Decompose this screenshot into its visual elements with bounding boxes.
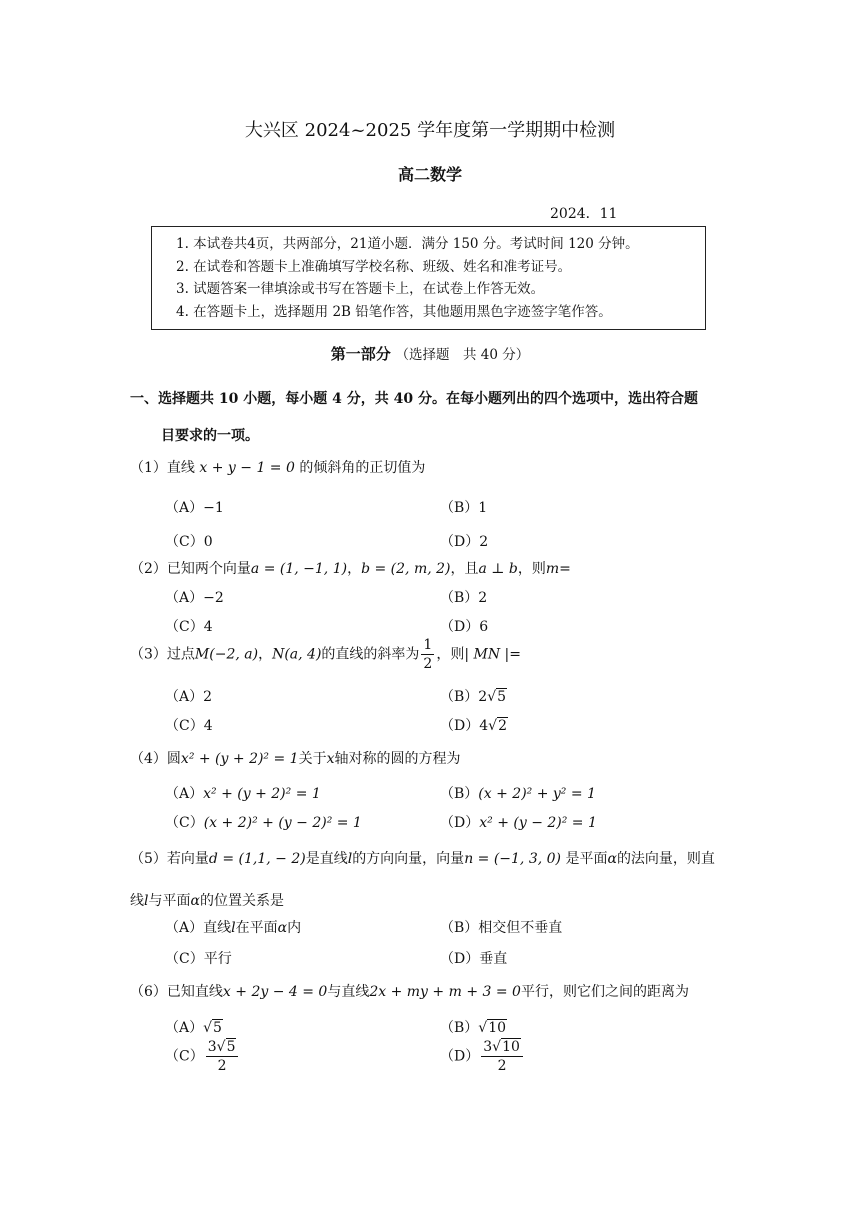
exam-subject: 高二数学 bbox=[397, 165, 462, 184]
q5-option-c: （C）平行 bbox=[165, 951, 232, 967]
vector-a: a = (1, −1, 1) bbox=[250, 561, 348, 577]
question-5-stem: （5）若向量d = (1,1, − 2)是直线l的方向向量，向量n = (−1, 3, 0) 是平面α的法向量，则直 bbox=[130, 851, 715, 867]
instruction-item: 1. 本试卷共4页，共两部分，21道小题．满分 150 分。考试时间 120 分钟。 bbox=[176, 236, 639, 252]
question-2-stem: （2）已知两个向量a = (1, −1, 1)，b = (2, m, 2)，且a ⊥ b，则m= bbox=[130, 561, 571, 577]
q3-option-c: （C）4 bbox=[165, 718, 213, 734]
q4-option-c: （C）(x + 2)² + (y − 2)² = 1 bbox=[165, 815, 362, 831]
q6-option-b: （B）√10 bbox=[440, 1020, 507, 1036]
instruction-item: 2. 在试卷和答题卡上准确填写学校名称、班级、姓名和准考证号。 bbox=[176, 258, 572, 275]
q2-option-b: （B）2 bbox=[440, 590, 488, 606]
point-m: M(−2, a) bbox=[194, 646, 259, 663]
q2-option-d: （D）6 bbox=[440, 619, 489, 635]
instruction-item: 4. 在答题卡上，选择题用 2B 铅笔作答，其他题用黑色字迹签字笔作答。 bbox=[176, 303, 612, 320]
q1-option-c: （C）0 bbox=[165, 534, 213, 550]
q1-option-a: （A）−1 bbox=[165, 500, 224, 516]
q1-option-b: （B）1 bbox=[440, 500, 488, 516]
q5-option-d: （D）垂直 bbox=[440, 951, 508, 967]
part-name: 第一部分 bbox=[330, 345, 391, 363]
q3-option-a: （A）2 bbox=[165, 689, 213, 705]
question-1-stem: （1）直线 x + y − 1 = 0 的倾斜角的正切值为 bbox=[130, 460, 426, 476]
section-instruction-line1: 一、选择题共 10 小题，每小题 4 分，共 40 分。在每小题列出的四个选项中，选出符合题 bbox=[130, 391, 698, 407]
instruction-item: 3. 试题答案一律填涂或书写在答题卡上，在试卷上作答无效。 bbox=[176, 281, 545, 297]
section-instruction-line2: 目要求的一项。 bbox=[161, 428, 259, 444]
q3-option-d: （D）4√2 bbox=[440, 718, 507, 734]
circle-equation: x² + (y + 2)² = 1 bbox=[180, 751, 299, 767]
question-1-equation: x + y − 1 = 0 bbox=[199, 460, 295, 476]
question-3-stem: （3）过点M(−2, a)，N(a, 4)的直线的斜率为 $\frac{1}{2}$ ，则| MN |= bbox=[130, 637, 521, 672]
part-note: （选择题 共 40 分） bbox=[395, 347, 530, 363]
q6-option-a: （A）√5 bbox=[165, 1020, 222, 1036]
q5-option-b: （B）相交但不垂直 bbox=[440, 920, 563, 936]
q6-option-c: （C） $\frac{3√5}{2}$ bbox=[165, 1040, 240, 1073]
q2-option-a: （A）−2 bbox=[165, 590, 224, 606]
slope-fraction: $\frac{1}{2}$ bbox=[423, 637, 433, 672]
point-n: N(a, 4) bbox=[272, 646, 322, 663]
question-4-stem: （4）圆x² + (y + 2)² = 1关于x轴对称的圆的方程为 bbox=[130, 751, 461, 767]
q2-option-c: （C）4 bbox=[165, 619, 213, 635]
vector-d: d = (1,1, − 2) bbox=[208, 851, 306, 867]
question-5-stem-line2: 线l与平面α的位置关系是 bbox=[130, 893, 284, 909]
exam-date: 2024．11 bbox=[550, 206, 618, 222]
q5-option-a: （A）直线l在平面α内 bbox=[165, 920, 302, 936]
q3-option-b: （B）2√5 bbox=[440, 689, 507, 705]
q4-option-d: （D）x² + (y − 2)² = 1 bbox=[440, 815, 597, 831]
q4-option-b: （B）(x + 2)² + y² = 1 bbox=[440, 786, 596, 802]
part-heading bbox=[0, 343, 860, 364]
question-6-stem: （6）已知直线x + 2y − 4 = 0与直线2x + my + m + 3 = 0平行，则它们之间的距离为 bbox=[130, 984, 689, 1000]
exam-title: 大兴区 2024~2025 学年度第一学期期中检测 bbox=[244, 120, 616, 141]
vector-n: n = (−1, 3, 0) bbox=[464, 851, 562, 867]
vector-b: b = (2, m, 2) bbox=[361, 561, 451, 577]
line-1-equation: x + 2y − 4 = 0 bbox=[222, 984, 328, 1000]
q6-option-d: （D） $\frac{3√10}{2}$ bbox=[440, 1040, 525, 1073]
q4-option-a: （A）x² + (y + 2)² = 1 bbox=[165, 786, 321, 802]
q1-option-d: （D）2 bbox=[440, 534, 489, 550]
line-2-equation: 2x + my + m + 3 = 0 bbox=[369, 984, 521, 1000]
instructions-box bbox=[151, 226, 706, 330]
